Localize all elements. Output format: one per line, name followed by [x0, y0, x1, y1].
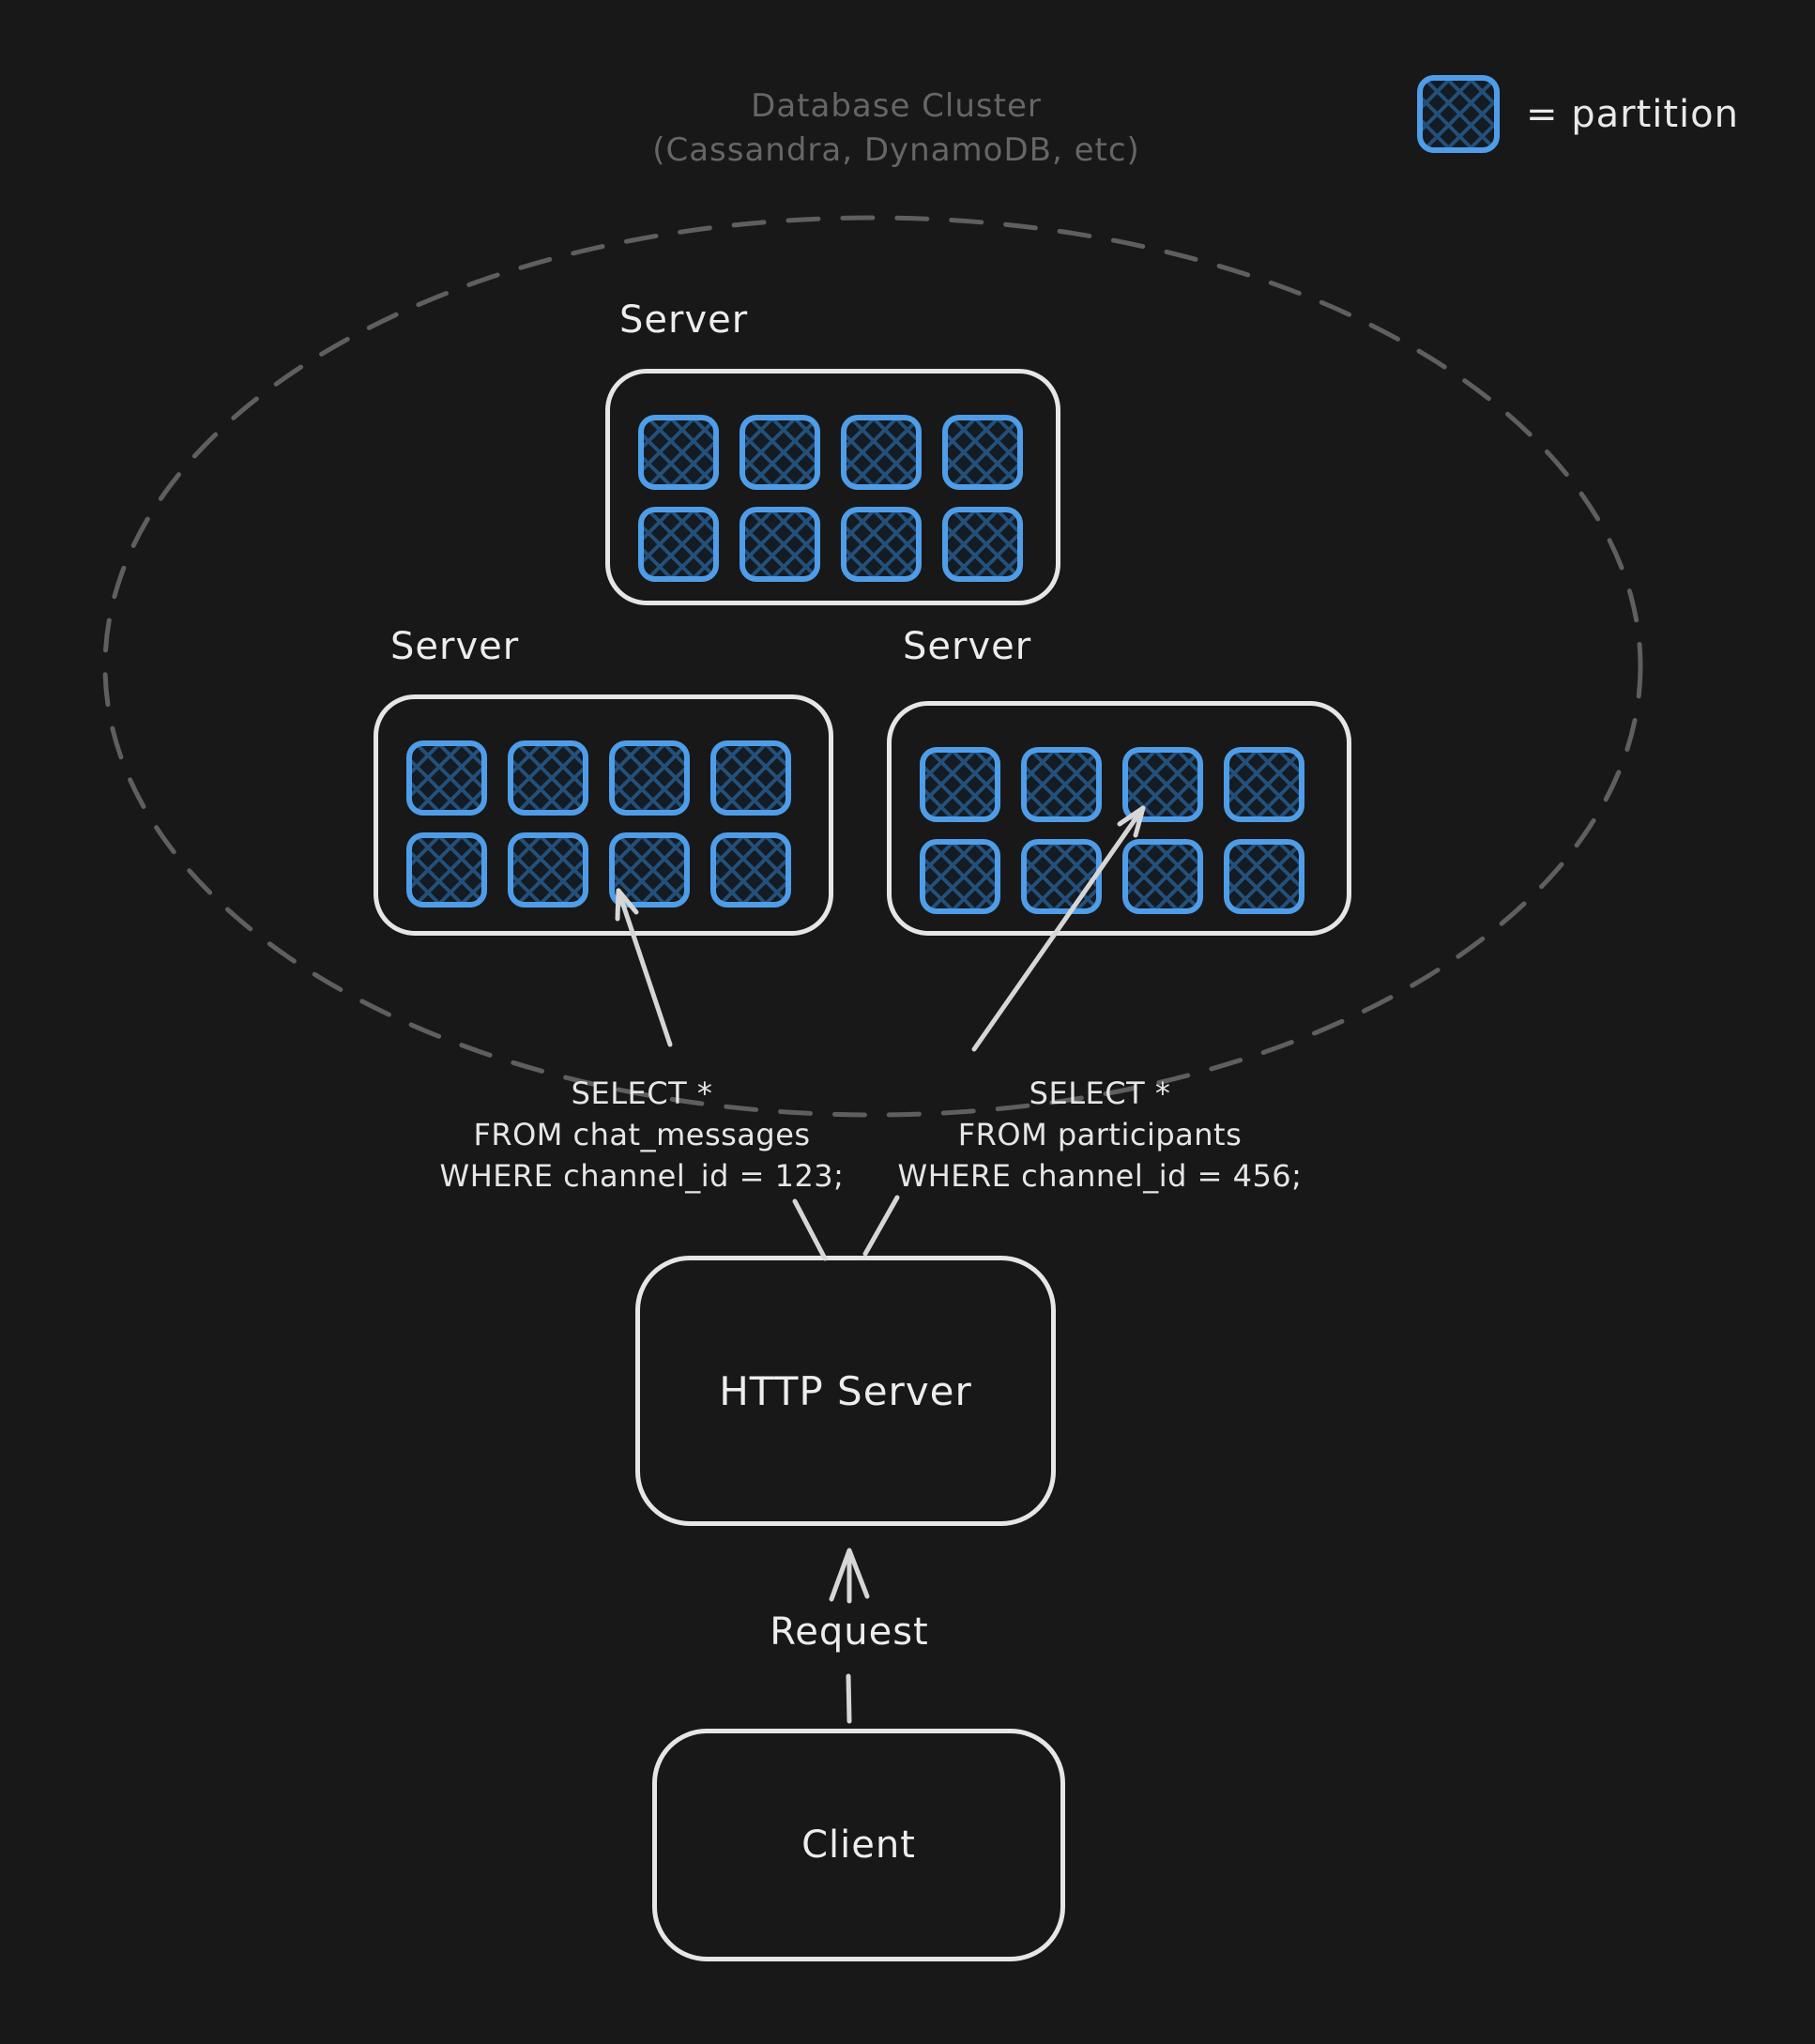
query-participants [875, 1073, 1325, 1197]
partition [920, 747, 1000, 822]
connector-left-query-to-http [795, 1201, 825, 1258]
query-chat-messages [417, 1073, 867, 1197]
partition [841, 415, 922, 490]
http-server-box [635, 1256, 1056, 1526]
server-top-label: Server [619, 298, 749, 342]
partition [1122, 747, 1203, 822]
cluster-boundary-ellipse [105, 218, 1640, 1115]
partition [841, 507, 922, 582]
request-line [848, 1676, 849, 1721]
partition [406, 740, 487, 816]
cluster-title-line2: (Cassandra, DynamoDB, etc) [652, 130, 1140, 169]
partition [609, 740, 690, 816]
server-left-label: Server [390, 625, 520, 668]
server-top-box [605, 369, 1060, 605]
partition [942, 507, 1023, 582]
partition [638, 507, 719, 582]
query-participants-line3: WHERE channel_id = 456; [897, 1158, 1303, 1195]
partition [1021, 839, 1102, 914]
http-server-label: HTTP Server [719, 1367, 972, 1414]
query-participants-line1: SELECT * [1029, 1075, 1171, 1111]
client-label: Client [801, 1823, 916, 1867]
partition [406, 832, 487, 908]
partition-swatch-icon [1417, 75, 1500, 153]
partition [710, 832, 791, 908]
partition [638, 415, 719, 490]
partition [1224, 839, 1304, 914]
partition [740, 507, 820, 582]
request-arrow [831, 1550, 867, 1601]
cluster-title [568, 84, 1225, 173]
partition [508, 740, 588, 816]
partition [942, 415, 1023, 490]
query-chat-messages-line2: FROM chat_messages [473, 1117, 811, 1153]
server-right-label: Server [903, 625, 1032, 668]
query-chat-messages-line1: SELECT * [571, 1075, 713, 1111]
partition [710, 740, 791, 816]
partition [609, 832, 690, 908]
server-left-box [374, 694, 833, 936]
partition [1224, 747, 1304, 822]
legend-label: = partition [1526, 92, 1739, 136]
client-box [652, 1729, 1065, 1961]
cluster-title-line1: Database Cluster [751, 87, 1042, 125]
partition [920, 839, 1000, 914]
request-label: Request [770, 1610, 929, 1654]
query-chat-messages-line3: WHERE channel_id = 123; [439, 1158, 845, 1195]
query-participants-line2: FROM participants [957, 1117, 1243, 1153]
partition [508, 832, 588, 908]
partition [1021, 747, 1102, 822]
partition [1122, 839, 1203, 914]
partition [740, 415, 820, 490]
connector-right-query-to-http [865, 1197, 897, 1254]
legend [1417, 75, 1739, 153]
server-right-box [887, 701, 1351, 936]
